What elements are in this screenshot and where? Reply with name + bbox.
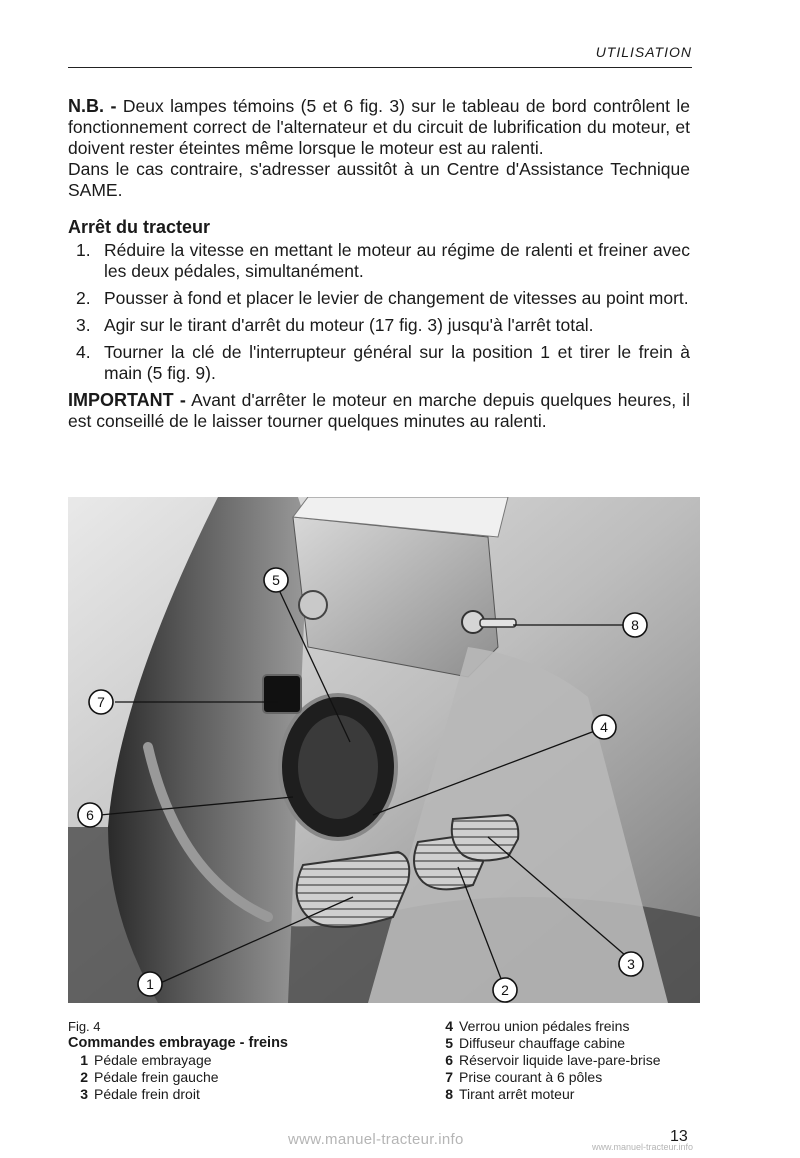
callout-7 <box>89 690 113 714</box>
svg-text:2: 2 <box>501 982 509 998</box>
pedals-photo <box>68 497 700 1003</box>
list-item: 1. Réduire la vitesse en mettant le moteur au régime de ralenti et freiner avec les deux pédales, simultanément. <box>76 240 690 281</box>
nb-paragraph <box>68 96 690 159</box>
figure-number: Fig. 4 <box>68 1019 101 1034</box>
knob-shape <box>299 591 327 619</box>
callout-2 <box>493 978 517 1002</box>
watermark-url: www.manuel-tracteur.info <box>288 1131 464 1148</box>
pedal-1-shape <box>297 852 410 927</box>
list-item: 2. Pousser à fond et placer le levier de changement de vitesses au point mort. <box>76 288 689 308</box>
legend-item: 2 Pédale frein gauche <box>80 1069 219 1085</box>
caption-left <box>68 1018 398 1103</box>
important-text: Avant d'arrêter le moteur en marche depuis quelques heures, il est conseillé de le laisser tourner quelques minutes au ralenti. <box>68 390 690 431</box>
list-item: 3. Agir sur le tirant d'arrêt du moteur (17 fig. 3) jusqu'à l'arrêt total. <box>76 315 594 335</box>
svg-text:8: 8 <box>631 617 639 633</box>
list-item: 4. Tourner la clé de l'interrupteur général sur la position 1 et tirer le frein à main (5 fig. 9). <box>76 342 690 383</box>
steps-list <box>68 240 690 384</box>
nb-paragraph-2: Dans le cas contraire, s'adresser aussitôt à un Centre d'Assistance Technique SAME. <box>68 159 690 200</box>
watermark-url-small: www.manuel-tracteur.info <box>592 1142 694 1152</box>
header-rule <box>68 67 692 68</box>
legend-item: 8 Tirant arrêt moteur <box>445 1086 575 1102</box>
important-paragraph <box>68 390 690 432</box>
nb-label: N.B. - <box>68 96 117 116</box>
callout-4 <box>592 715 616 739</box>
callout-5 <box>264 568 288 592</box>
page-number: 13 <box>670 1128 688 1145</box>
callout-1 <box>138 972 162 996</box>
socket-shape <box>263 675 301 713</box>
caption-right <box>437 1018 737 1103</box>
legend-item: 6 Réservoir liquide lave-pare-brise <box>445 1052 661 1068</box>
svg-text:4: 4 <box>600 719 608 735</box>
svg-text:5: 5 <box>272 572 280 588</box>
callout-3 <box>619 952 643 976</box>
svg-text:6: 6 <box>86 807 94 823</box>
section-title: Arrêt du tracteur <box>68 217 211 237</box>
body-text <box>68 96 690 432</box>
diffuser-inner <box>298 715 378 819</box>
svg-text:7: 7 <box>97 694 105 710</box>
legend-item: 1 Pédale embrayage <box>80 1052 212 1068</box>
pull-rod-shape <box>480 619 516 627</box>
legend-item: 3 Pédale frein droit <box>80 1086 200 1102</box>
section-header: UTILISATION <box>595 44 692 60</box>
legend-item: 4 Verrou union pédales freins <box>445 1018 630 1034</box>
important-label: IMPORTANT - <box>68 390 186 410</box>
callout-6 <box>78 803 102 827</box>
svg-text:1: 1 <box>146 976 154 992</box>
nb-text: Deux lampes témoins (5 et 6 fig. 3) sur le tableau de bord contrôlent le fonctionnement correct de l'alternateur et du circuit de lubrification du moteur, et doivent rester éteintes même lorsque le moteur est au ralenti. <box>68 96 691 158</box>
legend-item: 5 Diffuseur chauffage cabine <box>445 1035 626 1051</box>
svg-text:3: 3 <box>627 956 635 972</box>
pedals-illustration <box>68 497 700 1003</box>
caption-title: Commandes embrayage - freins <box>68 1035 288 1051</box>
legend-item: 7 Prise courant à 6 pôles <box>445 1069 603 1085</box>
callout-8 <box>623 613 647 637</box>
